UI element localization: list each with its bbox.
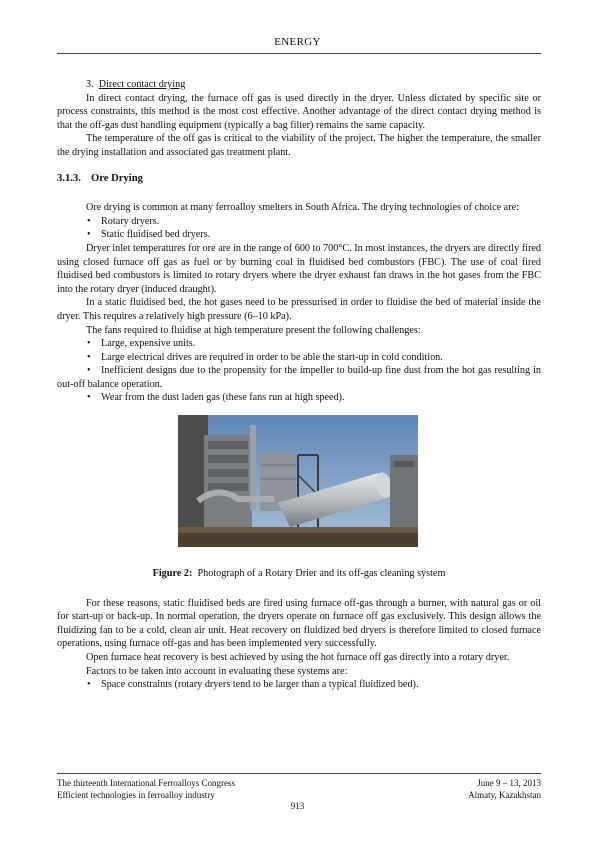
- section-title: Ore Drying: [91, 172, 143, 184]
- bullet-icon: •: [87, 215, 91, 227]
- list-item: • Large electrical drives are required in order to be able the start-up in cold condition.: [87, 351, 443, 363]
- list-item: • Space constraints (rotary dryers tend to be larger than a typical fluidized bed).: [87, 679, 419, 691]
- figure-label: Figure 2:: [152, 568, 193, 580]
- bullet-list: [57, 678, 541, 692]
- header-divider: [57, 53, 541, 54]
- bullet-icon: •: [87, 679, 91, 691]
- paragraph: For these reasons, static fluidised beds are fired using furnace off-gas through a burner, with natural gas or oil for start-up or back-up. In normal operation, the dryers operate on furnace off gas exclusively. This design allows the fluidizing fan to be a cold, clean air unit. Heat recovery on fluidized bed dryers is therefore limited to closed furnace operations, using furnace off-gas and has been implemented very successfully.: [57, 597, 541, 650]
- paragraph: The temperature of the off gas is critical to the viability of the project. The higher the temperature, the smaller the drying installation and associated gas treatment plant.: [57, 133, 541, 158]
- footer-divider: [57, 773, 541, 774]
- paragraph: In a static fluidised bed, the hot gases need to be pressurised in order to fluidise the bed of material inside the dryer. This requires a relatively high pressure (6–10 kPa).: [57, 297, 541, 322]
- footer-dates: June 9 – 13, 2013: [477, 778, 541, 788]
- paragraph: Factors to be taken into account in evaluating these systems are:: [86, 665, 348, 677]
- section-number: 3.1.3.: [57, 172, 81, 184]
- list-item-heading: [57, 78, 541, 92]
- item-title: Direct contact drying: [98, 79, 186, 90]
- bullet-icon: •: [87, 229, 91, 241]
- bullet-icon: •: [87, 365, 91, 377]
- list-item: • Large, expensive units.: [87, 338, 196, 350]
- bullet-icon: •: [87, 392, 91, 404]
- paragraph: Open furnace heat recovery is best achieved by using the hot furnace off gas directly into a rotary dryer.: [86, 652, 510, 664]
- section-heading: [57, 172, 541, 186]
- list-item: • Static fluidised bed dryers.: [87, 229, 211, 241]
- rotary-drier-photo: [178, 415, 418, 547]
- bullet-icon: •: [87, 338, 91, 350]
- page-footer: [57, 778, 541, 801]
- bullet-list: [57, 215, 541, 242]
- footer-conference: The thirteenth International Ferroalloys Congress: [57, 778, 235, 788]
- bullet-list: [57, 337, 541, 405]
- bullet-icon: •: [87, 351, 91, 363]
- running-header: ENERGY: [274, 36, 321, 48]
- page-number: 913: [290, 801, 305, 811]
- main-content: [57, 78, 541, 692]
- paragraph: The fans required to fluidise at high temperature present the following challenges:: [86, 324, 421, 336]
- paragraph: Dryer inlet temperatures for ore are in the range of 600 to 700°C. In most instances, the dryers are directly fired using closed furnace off gas as fuel or by burning coal in fluidised bed combustors (FBC). The use of coal fired fluidised bed combustors is limited to rotary dryers where the dryer exhaust fan draws in the hot gases from the FBC into the rotary dryer (induced draught).: [57, 242, 541, 295]
- list-item: • Inefficient designs due to the propensity for the impeller to build-up fine dust from the hot gas resulting in out-off balance operation.: [57, 365, 541, 390]
- list-item: • Rotary dryers.: [87, 215, 160, 227]
- figure-caption: [57, 567, 541, 581]
- paragraph: Ore drying is common at many ferroalloy smelters in South Africa. The drying technologies of choice are:: [86, 202, 519, 214]
- footer-location: Almaty, Kazakhstan: [468, 789, 541, 800]
- list-item: • Wear from the dust laden gas (these fans run at high speed).: [87, 392, 345, 404]
- footer-theme: Efficient technologies in ferroalloy industry: [57, 789, 215, 800]
- figure-caption-text: Photograph of a Rotary Drier and its off-gas cleaning system: [197, 568, 446, 580]
- item-number: 3.: [86, 79, 94, 90]
- paragraph: In direct contact drying, the furnace off gas is used directly in the dryer. Unless dictated by specific site or process constraints, this method is the most cost effective. Another advantage of the direct contact drying method is that the off-gas dust handling equipment (typically a bag filter) remains the same capacity.: [57, 92, 541, 131]
- figure: [57, 415, 541, 561]
